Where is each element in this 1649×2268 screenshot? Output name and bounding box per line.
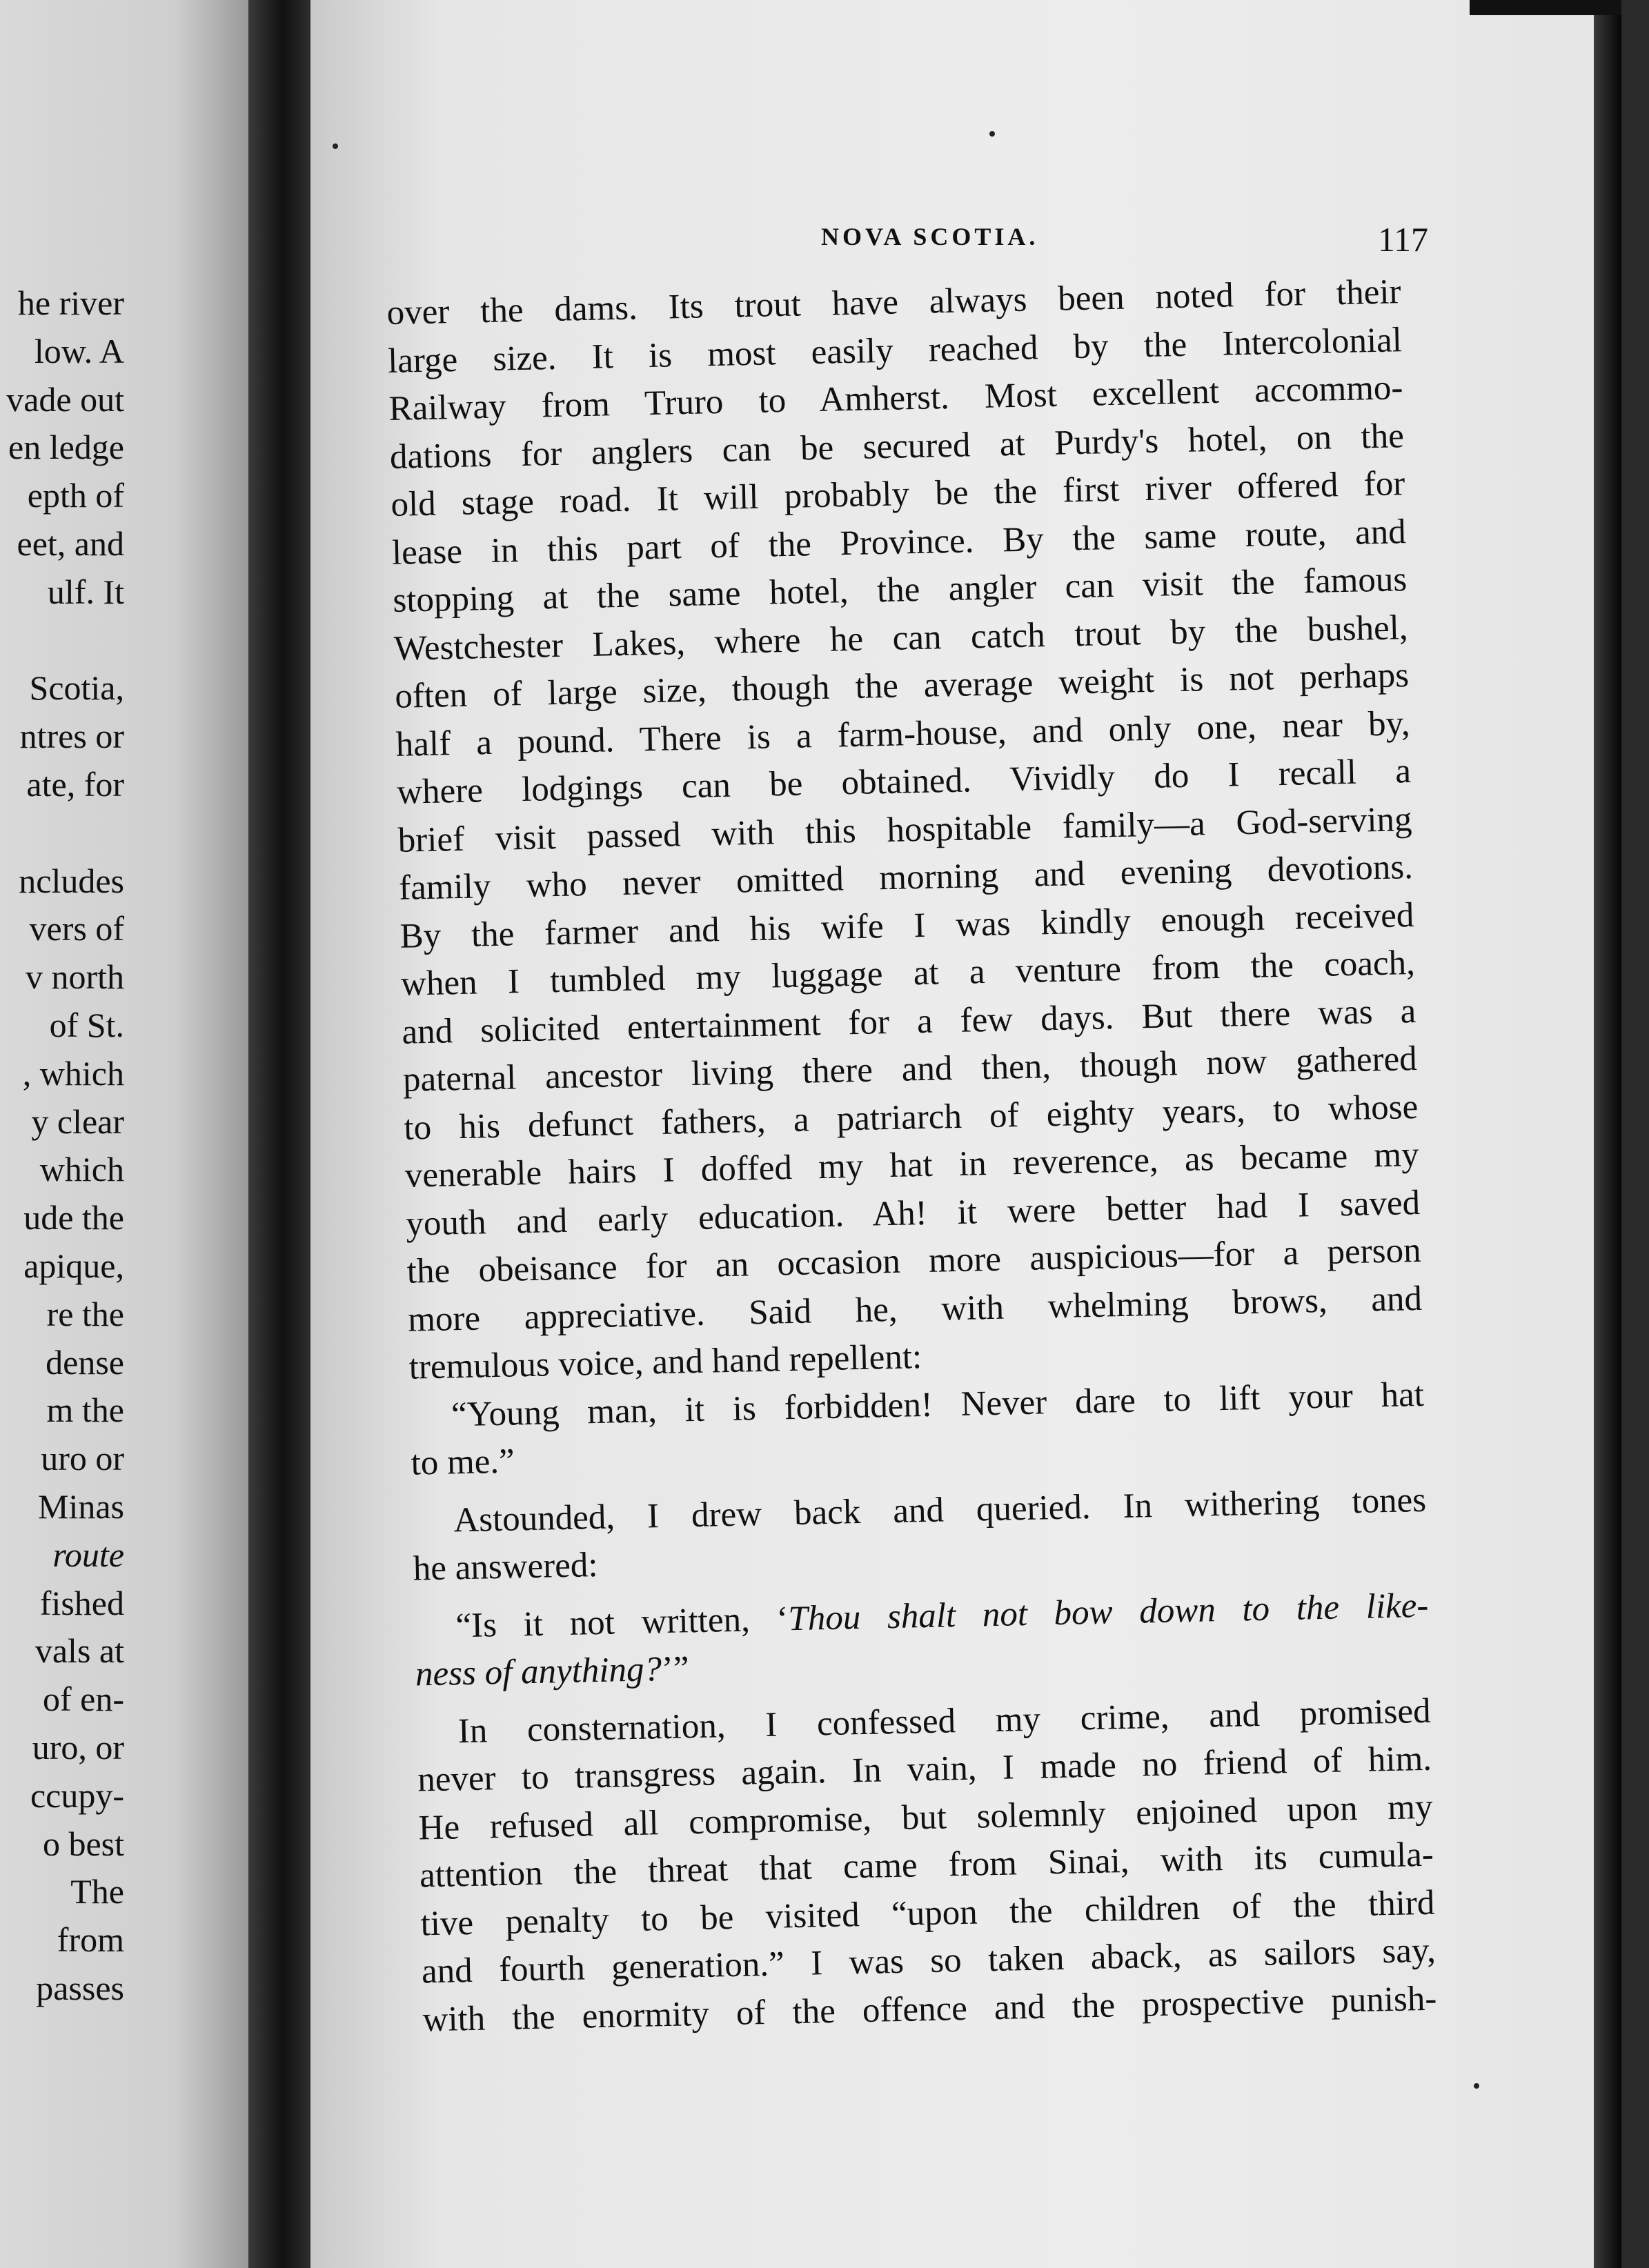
text-line: attention the threat that came from Sinai, with its cumula- <box>419 1835 1434 1896</box>
text-line: venerable hairs I doffed my hat in reverence, as became my <box>404 1135 1420 1195</box>
scan-speck <box>1474 2083 1479 2089</box>
left-page-line: fished <box>39 1583 124 1622</box>
text-line: where lodgings can be obtained. Vividly do I recall a <box>396 752 1412 812</box>
left-page-line: vade out <box>6 379 124 419</box>
text-line: the obeisance for an occasion more auspicious—for a person <box>406 1231 1422 1291</box>
text-line: often of large size, though the average weight is not perhaps <box>394 656 1410 716</box>
left-page-line: uro, or <box>32 1727 124 1767</box>
left-page-line: of en- <box>43 1680 124 1719</box>
text-line: to his defunct fathers, a patriarch of eighty years, to whose <box>403 1087 1419 1148</box>
book-gutter <box>248 0 310 2268</box>
text-line: and fourth generation.” I was so taken aback, as sailors say, <box>421 1931 1436 1991</box>
left-page-line: The <box>70 1872 124 1911</box>
text-line: more appreciative. Said he, with whelming brows, and <box>407 1279 1423 1340</box>
text-line: He refused all compromise, but solemnly enjoined upon my <box>418 1787 1433 1848</box>
text-line: and solicited entertainment for a few days. But there was a <box>401 991 1416 1052</box>
left-page-line: ate, for <box>26 764 124 804</box>
quote-close: ’” <box>661 1649 690 1689</box>
left-page-line: en ledge <box>8 428 124 467</box>
text-line: “Young man, it is forbidden! Never dare to lift your hat <box>451 1375 1425 1434</box>
text-line: when I tumbled my luggage at a venture from the coach, <box>400 943 1416 1004</box>
left-page-line: he river <box>17 284 124 322</box>
left-page-line: , which <box>22 1053 124 1093</box>
scan-speck <box>333 143 338 149</box>
text-line: Westchester Lakes, where he can catch trout by the bushel, <box>393 608 1409 668</box>
page-number: 117 <box>1377 220 1428 259</box>
text-line: paternal ancestor living there and then, though now gathered <box>402 1039 1418 1100</box>
left-page-line: route <box>52 1535 124 1574</box>
left-page-line: uro or <box>41 1439 124 1478</box>
text-line: lease in this part of the Province. By the same route, and <box>391 512 1407 573</box>
text-line: family who never omitted morning and evening devotions. <box>398 848 1414 908</box>
left-page-line: re the <box>46 1294 124 1333</box>
text-line: to me.” <box>411 1442 515 1483</box>
left-page-line: apique, <box>23 1246 124 1285</box>
text-line: with the enormity of the offence and the prospective punish- <box>422 1979 1437 2039</box>
paragraph-1 <box>386 268 1423 1392</box>
left-page-line: dense <box>46 1342 124 1382</box>
left-page-line: ncludes <box>19 861 124 900</box>
left-page-line: ude the <box>23 1198 124 1237</box>
left-page-line: ccupy- <box>30 1775 124 1815</box>
scripture-quote: ness of anything? <box>415 1650 662 1694</box>
text-line: large size. It is most easily reached by the Intercolonial <box>387 320 1403 381</box>
text-line: In consternation, I confessed my crime, and promised <box>457 1691 1432 1751</box>
left-page-line: ntres or <box>19 717 124 756</box>
scripture-quote: Thou shalt not bow down to the like- <box>787 1586 1429 1638</box>
page-edge-shadow <box>1594 0 1621 2268</box>
left-page-line: which <box>39 1150 124 1189</box>
left-page-line: epth of <box>27 476 124 515</box>
left-page-line: m the <box>46 1391 124 1430</box>
text-line: stopping at the same hotel, the angler can visit the famous <box>392 560 1408 620</box>
text-line: over the dams. Its trout have always been noted for their <box>386 272 1401 332</box>
left-page-line: v north <box>25 957 124 997</box>
left-page-line: from <box>57 1920 124 1960</box>
left-page-line: passes <box>36 1968 124 2007</box>
left-page-line: o best <box>42 1824 124 1863</box>
scan-border <box>1470 0 1621 15</box>
paragraph-5 <box>416 1687 1437 2044</box>
text-line: Railway from Truro to Amherst. Most excellent accommo- <box>388 368 1403 428</box>
text-line: dations for anglers can be secured at Purdy's hotel, on the <box>389 416 1405 477</box>
quote-intro: “Is it not written, ‘ <box>455 1599 789 1645</box>
left-page-line: ulf. It <box>47 572 124 611</box>
text-line: tive penalty to be visited “upon the children of the third <box>420 1883 1435 1943</box>
text-line: old stage road. It will probably be the first river offered for <box>390 464 1405 524</box>
text-line: tremulous voice, and hand repellent: <box>408 1337 922 1387</box>
left-facing-page <box>0 0 248 2268</box>
left-page-line: vers of <box>29 909 124 948</box>
left-page-line: y clear <box>31 1102 124 1141</box>
text-line: never to transgress again. In vain, I made no friend of him. <box>417 1739 1432 1800</box>
left-page-text <box>0 279 124 2013</box>
left-page-line: vals at <box>34 1631 124 1671</box>
left-page-line: Minas <box>38 1486 124 1526</box>
text-line: he answered: <box>413 1545 599 1589</box>
scan-speck <box>989 131 995 137</box>
running-head: NOVA SCOTIA. <box>821 223 1039 250</box>
text-line: half a pound. There is a farm-house, and only one, near by, <box>395 704 1411 764</box>
text-line: Astounded, I drew back and queried. In withering tones <box>453 1480 1427 1540</box>
text-line: brief visit passed with this hospitable family—a God-serving <box>397 799 1412 860</box>
left-page-line: eet, and <box>17 524 124 563</box>
left-page-line: of St. <box>49 1005 124 1044</box>
body-text <box>386 268 1437 2044</box>
text-line: By the farmer and his wife I was kindly enough received <box>399 895 1414 956</box>
left-page-line: Scotia, <box>29 668 124 708</box>
text-line: youth and early education. Ah! it were better had I saved <box>405 1183 1421 1244</box>
left-page-line <box>0 809 124 857</box>
left-page-line <box>0 617 124 665</box>
left-page-line: low. A <box>34 331 124 370</box>
